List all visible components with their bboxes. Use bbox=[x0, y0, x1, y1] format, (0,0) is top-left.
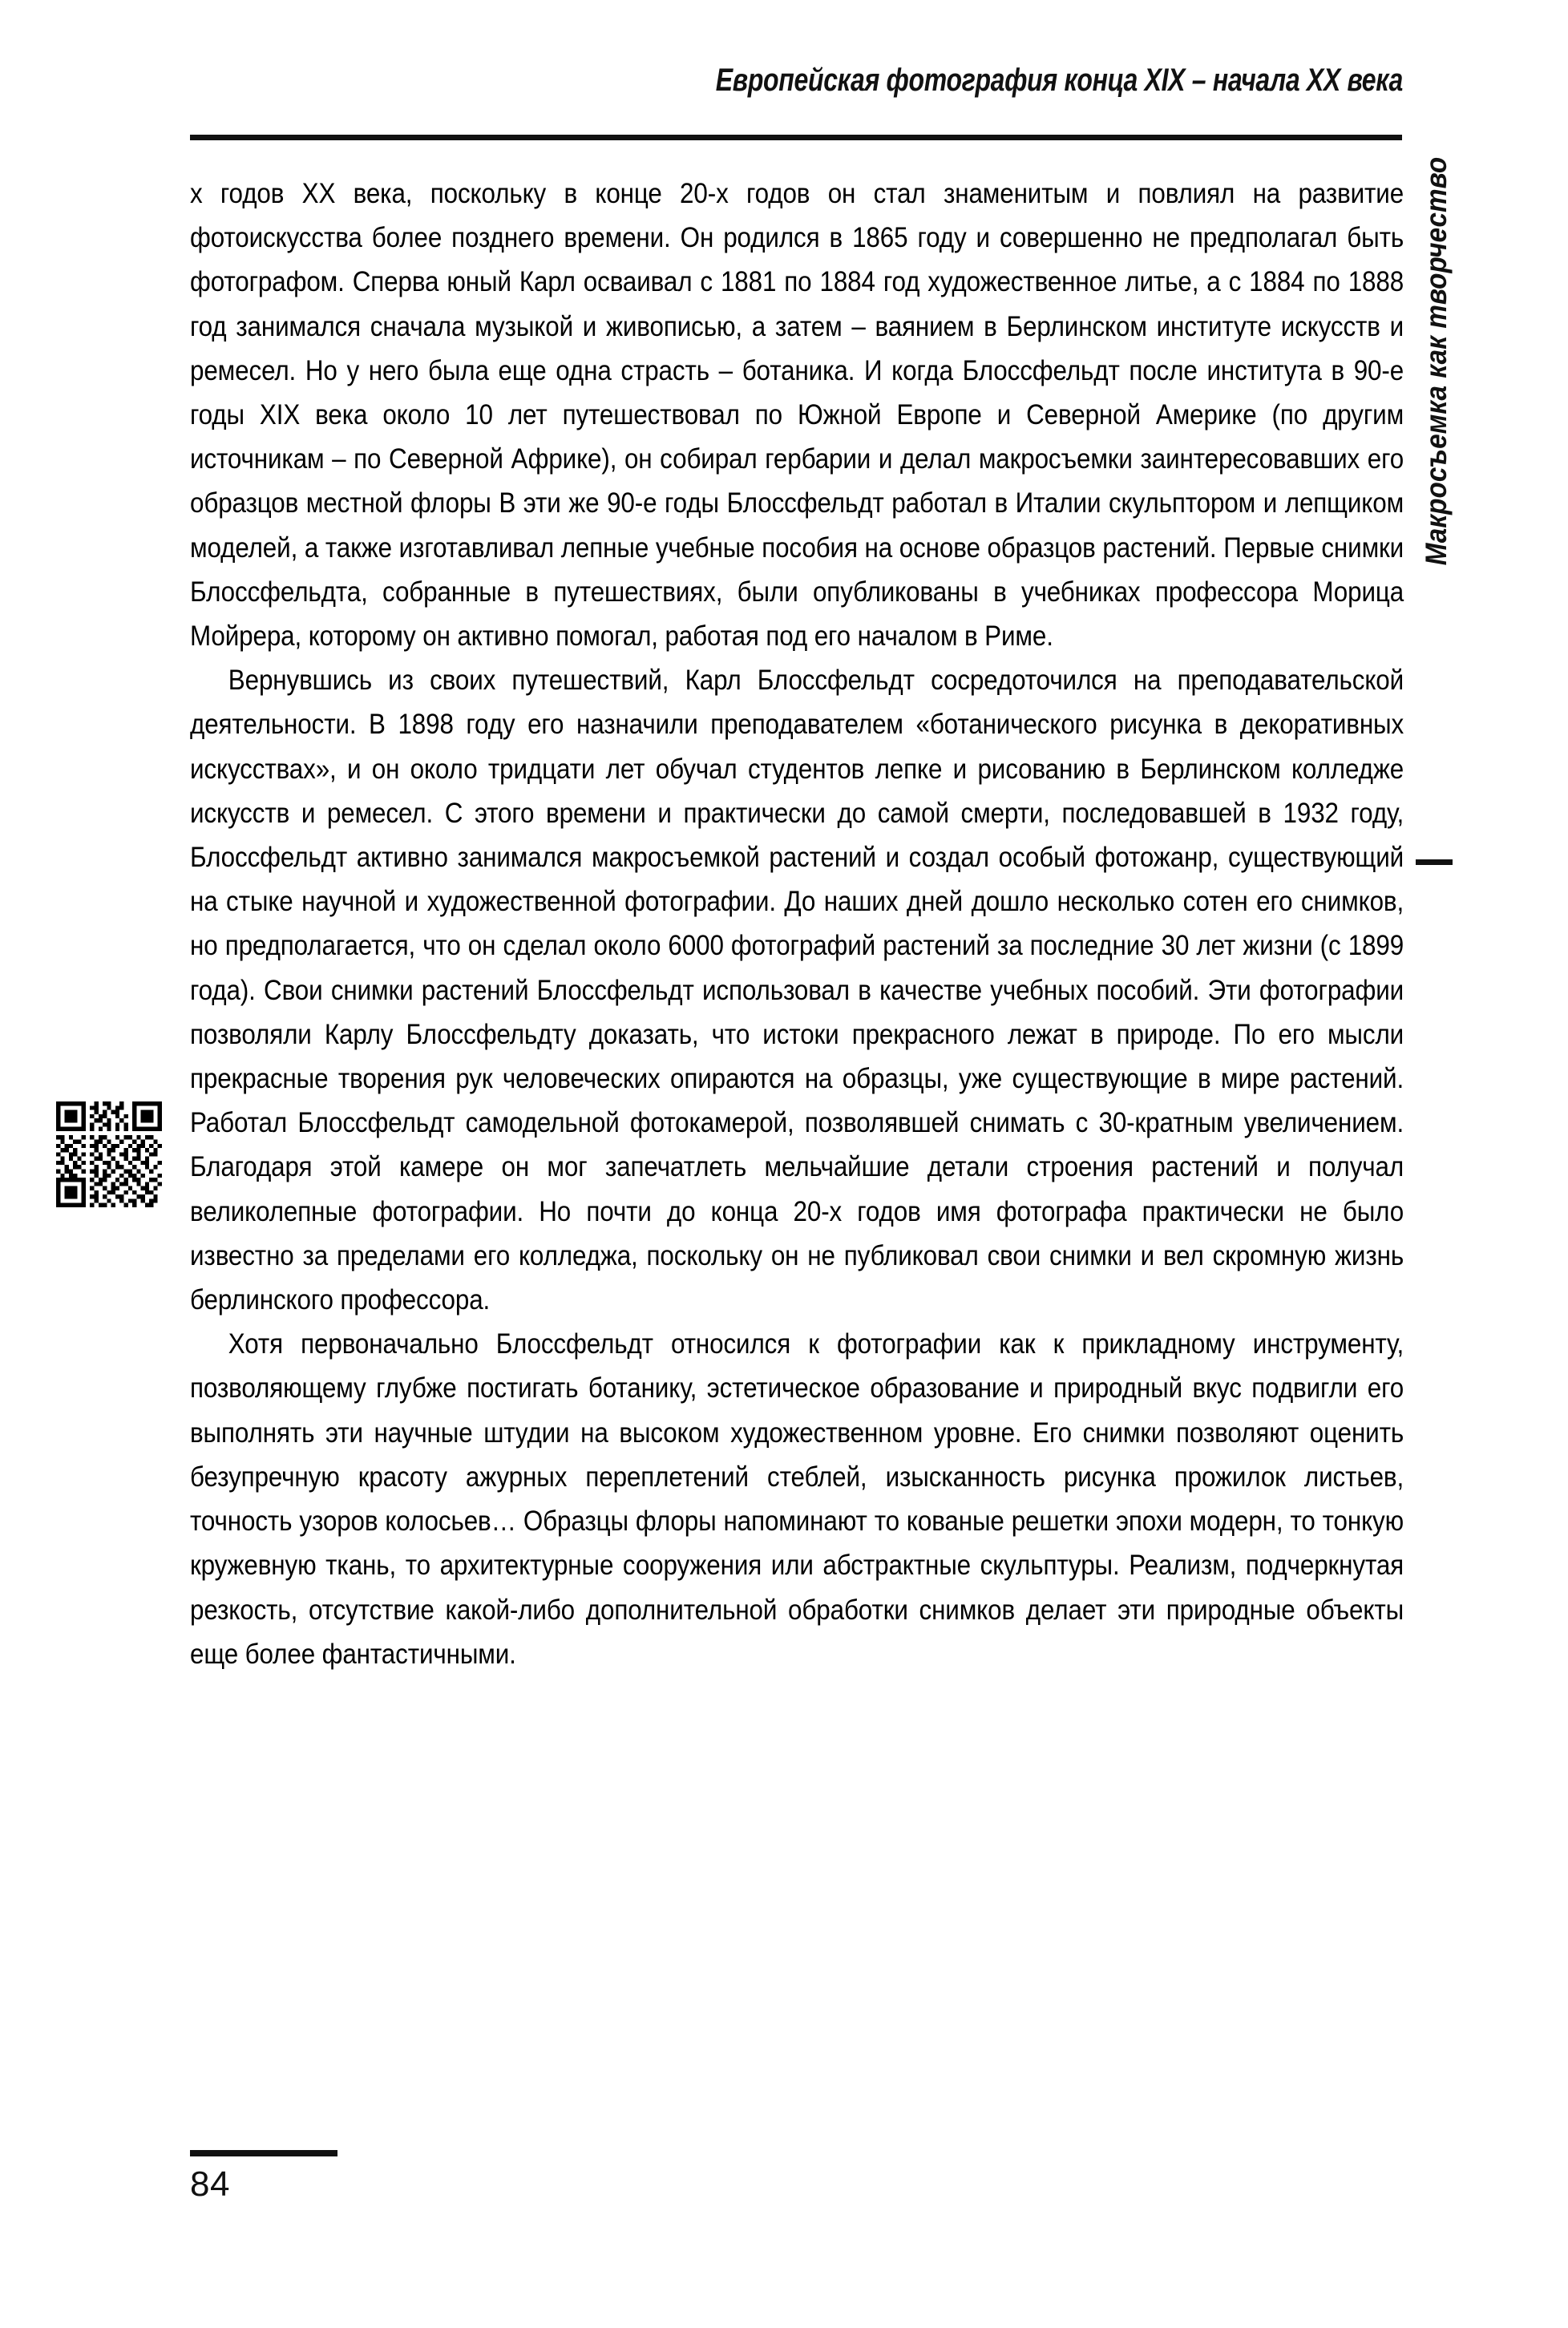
running-head-title: Европейская фотография конца XIX – начала XX века bbox=[715, 63, 1403, 98]
paragraph: Вернувшись из своих путешествий, Карл Блоссфельдт сосредоточился на преподавательской деятельности. В 1898 году его назначили преподавателем «ботанического рисунка в декоративных искусствах», и он около тридцати лет обучал студентов лепке и рисованию в Берлинском колледже искусств и ремесел. С этого времени и практически до самой смерти, последовавшей в 1932 году, Блоссфельдт активно занимался макросъемкой растений и создал особый фотожанр, существующий на стыке научной и художественной фотографии. До наших дней дошло несколько сотен его снимков, но предполагается, что он сделал около 6000 фотографий растений за последние 30 лет жизни (с 1899 года). Свои снимки растений Блоссфельдт использовал в качестве учебных пособий. Эти фотографии позволяли Карлу Блоссфельдту доказать, что истоки прекрасного лежат в природе. По его мысли прекрасные творения рук человеческих опираются на образцы, уже существующие в мире растений. Работал Блоссфельдт самодельной фотокамерой, позволявшей снимать с 30-кратным увеличением. Благодаря этой камере он мог запечатлеть мельчайшие детали строения растений и получал великолепные фотографии. Но почти до конца 20-х годов имя фотографа практически не было известно за пределами его колледжа, поскольку он не публиковал свои снимки и вел скромную жизнь берлинского профессора. bbox=[190, 664, 1404, 1316]
side-title-divider bbox=[1416, 859, 1453, 865]
side-section-title-label: Макросъемка как творчество bbox=[1420, 157, 1453, 566]
page-number: 84 bbox=[190, 2164, 230, 2204]
paragraph: Хотя первоначально Блоссфельдт относился к фотографии как к прикладному инструменту, позволяющему глубже постигать ботанику, эстетическое образование и природный вкус подвигли его выполнять эти научные штудии на высоком художественном уровне. Его снимки позволяют оценить безупречную красоту ажурных переплетений стеблей, изысканность рисунка прожилок листьев, точность узоров колосьев… Образцы флоры напоминают то кованые решетки эпохи модерн, то тонкую кружевную ткань, то архитектурные сооружения или абстрактные скульптуры. Реализм, подчеркнутая резкость, отсутствие какой-либо дополнительной обработки снимков делает эти природные объекты еще более фантастичными. bbox=[190, 1328, 1404, 1670]
paragraph: х годов XX века, поскольку в конце 20-х годов он стал знаменитым и повлиял на развитие фотоискусства более позднего времени. Он родился в 1865 году и совершенно не предполагал быть фотографом. Сперва юный Карл осваивал с 1881 по 1884 год художественное литье, а с 1884 по 1888 год занимался сначала музыкой и живописью, а затем – ваянием в Берлинском институте искусств и ремесел. Но у него была еще одна страсть – ботаника. И когда Блоссфельдт после института в 90-е годы XIX века около 10 лет путешествовал по Южной Европе и Северной Америке (по другим источникам – по Северной Африке), он собирал гербарии и делал макросъемки заинтересовавших его образцов местной флоры В эти же 90-е годы Блоссфельдт работал в Италии скульптором и лепщиком моделей, а также изготавливал лепные учебные пособия на основе образцов растений. Первые снимки Блоссфельдта, собранные в путешествиях, были опубликованы в учебниках профессора Морица Мойрера, которому он активно помогал, работая под его началом в Риме. bbox=[190, 177, 1404, 653]
qr-code-icon bbox=[56, 1096, 162, 1213]
footer-divider bbox=[190, 2150, 337, 2156]
body-text-column bbox=[190, 172, 1404, 1676]
side-section-title bbox=[1412, 157, 1469, 863]
header-divider bbox=[190, 135, 1402, 140]
